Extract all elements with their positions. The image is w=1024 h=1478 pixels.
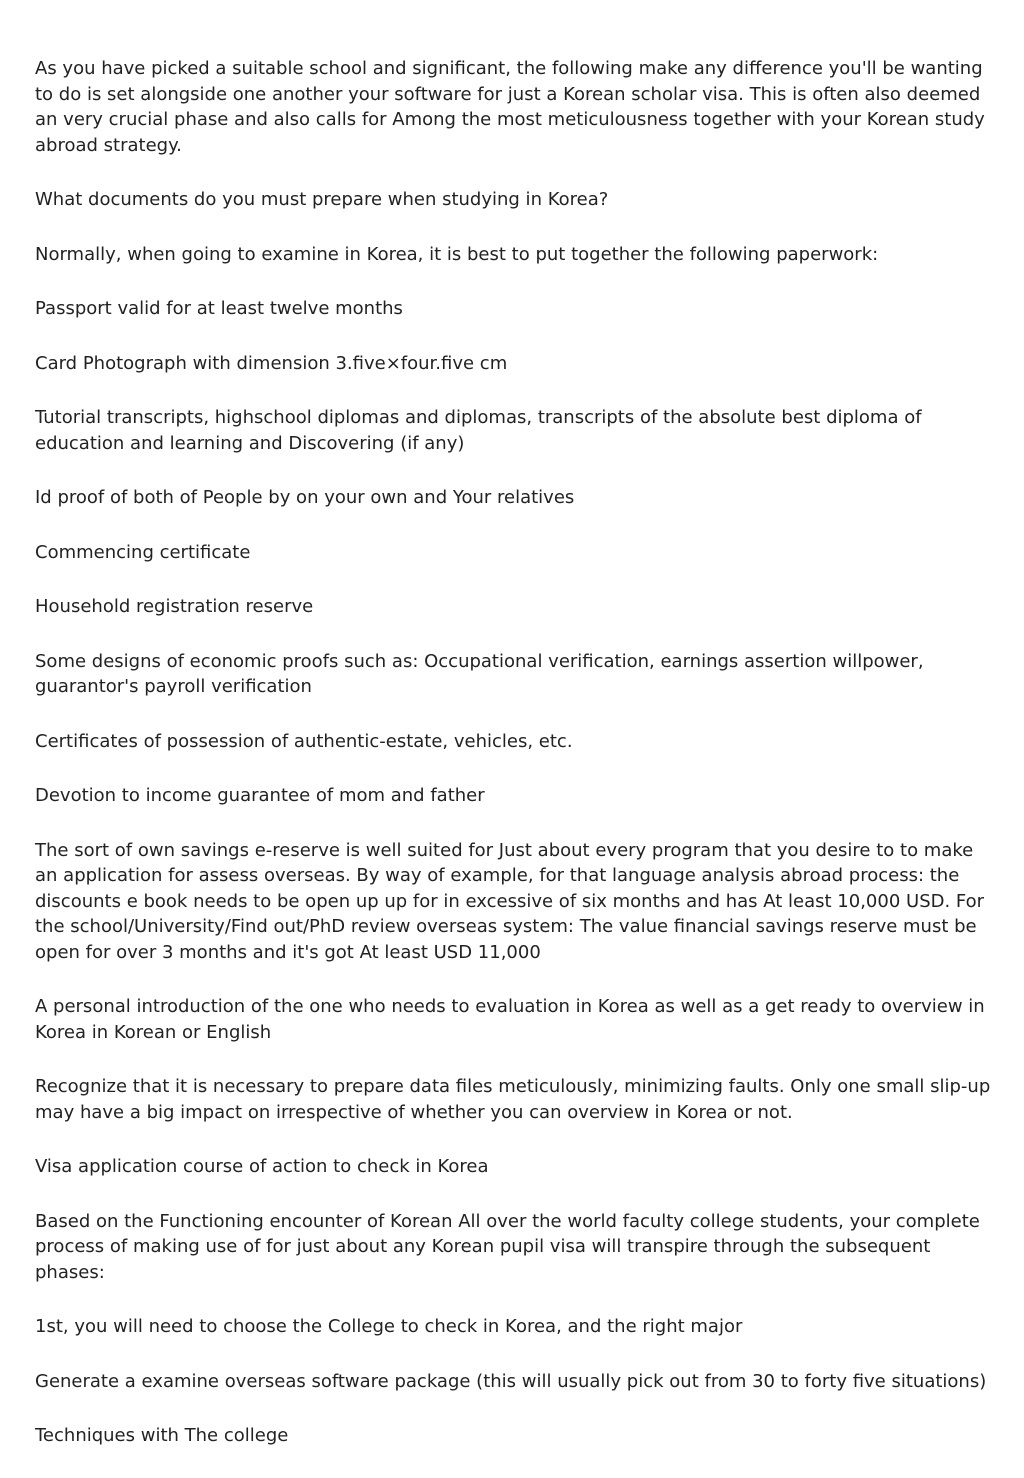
paragraph-savings-reserve: The sort of own savings e-reserve is well suited for Just about every program that you desire to to make an application for assess overseas. By way of example, for that language analysis abroad process: the discounts e book needs to be open up up for in excessive of six months and has At least 10,000 USD. For the school/University/Find out/PhD review overseas system: The value financial savings reserve must be open for over 3 months and it's got At least USD 11,000 [35,839,985,963]
paragraph-step-generate-package: Generate a examine overseas software package (this will usually pick out from 30 to forty five situations) [35,1370,987,1392]
paragraph-passport: Passport valid for at least twelve months [35,298,403,319]
paragraph-documents-question: What documents do you must prepare when studying in Korea? [35,189,609,210]
paragraph-personal-introduction: A personal introduction of the one who needs to evaluation in Korea as well as a get ready to overview in Korea in Korean or English [35,996,985,1043]
paragraph-commencing-certificate: Commencing certificate [35,541,251,563]
paragraph-possession-certificates: Certificates of possession of authentic-estate, vehicles, etc. [35,730,573,752]
paragraph-visa-heading: Visa application course of action to check in Korea [35,1156,489,1177]
paragraph-process-intro: Based on the Functioning encounter of Korean All over the world faculty college students, your complete process of making use of for just about any Korean pupil visa will transpire through the subsequent phases: [35,1210,980,1283]
paragraph-household-registration: Household registration reserve [35,596,314,617]
paragraph-photo: Card Photograph with dimension 3.five×four.five cm [35,352,508,374]
paragraph-step-choose-college: 1st, you will need to choose the College to check in Korea, and the right major [35,1316,743,1337]
document-body [35,56,995,1478]
paragraph-meticulous-note: Recognize that it is necessary to prepare data files meticulously, minimizing faults. Only one small slip-up may have a big impact on irrespective of whether you can overview in Korea or not. [35,1076,991,1123]
paragraph-income-guarantee: Devotion to income guarantee of mom and father [35,785,485,806]
paragraph-economic-proofs: Some designs of economic proofs such as: Occupational verification, earnings assertion willpower, guarantor's payroll verification [35,650,924,697]
paragraph-paperwork-intro: Normally, when going to examine in Korea, it is best to put together the following paperwork: [35,243,879,265]
paragraph-intro: As you have picked a suitable school and significant, the following make any difference you'll be wanting to do is set alongside one another your software for just a Korean scholar visa. This is often also deemed an very crucial phase and also calls for Among the most meticulousness together with your Korean study abroad strategy. [35,58,985,156]
paragraph-transcripts: Tutorial transcripts, highschool diplomas and diplomas, transcripts of the absolute best diploma of education and learning and Discovering (if any) [35,407,922,454]
paragraph-id-proof: Id proof of both of People by on your own and Your relatives [35,487,575,508]
paragraph-step-techniques: Techniques with The college [35,1425,289,1446]
